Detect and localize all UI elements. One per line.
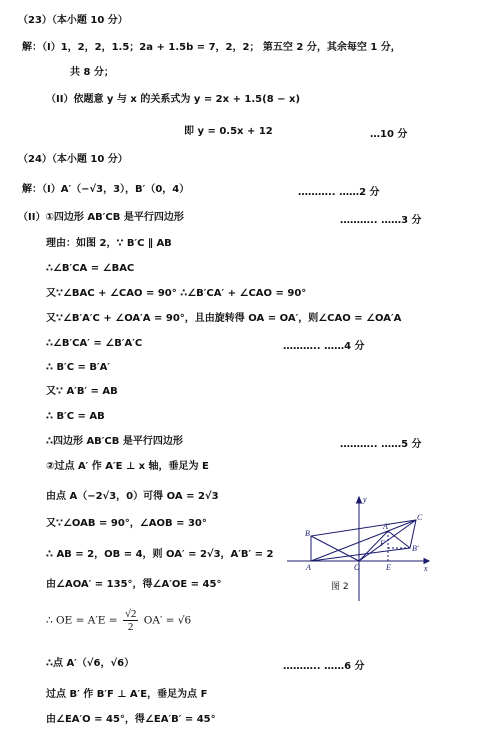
score-marker-s2: ……….. ……2 分 <box>298 187 380 198</box>
label-B: B <box>305 529 310 538</box>
figure-2-diagram <box>283 493 433 603</box>
solution-line-l10: ∴∠B′CA = ∠BAC <box>46 263 135 274</box>
solution-line-l1: （23）（本小题 10 分） <box>18 15 128 26</box>
solution-line-l25: 过点 B′ 作 B′F ⊥ A′E，垂足为点 F <box>46 689 208 700</box>
label-B-prime: B′ <box>412 544 419 553</box>
score-marker-s5: ……….. ……5 分 <box>340 439 422 450</box>
label-A-prime: A′ <box>383 522 390 531</box>
solution-line-l12: 又∵∠B′A′C + ∠OA′A = 90°，且由旋转得 OA = OA′，则∠CAO = ∠OA′A <box>46 313 402 324</box>
solution-line-l17: ∴四边形 AB′CB 是平行四边形 <box>46 436 183 447</box>
score-marker-s1: …10 分 <box>370 129 408 140</box>
score-marker-s4: ……….. ……4 分 <box>283 341 365 352</box>
label-O: O <box>354 563 360 572</box>
label-y: y <box>363 495 367 504</box>
solution-line-l24: ∴点 A′（√6，√6） <box>46 658 135 669</box>
solution-line-l16: ∴ B′C = AB <box>46 411 105 422</box>
label-E: E <box>386 563 391 572</box>
solution-line-l21: ∴ AB = 2，OB = 4，则 OA′ = 2√3，A′B′ = 2 <box>46 549 274 560</box>
segment-A-prime-B-prime <box>388 531 410 548</box>
label-x: x <box>424 564 428 573</box>
fraction-suffix: OA′ = √6 <box>143 614 192 627</box>
label-F: F <box>380 539 385 548</box>
solution-line-l5: 即 y = 0.5x + 12 <box>184 126 273 137</box>
score-marker-s3: ……….. ……3 分 <box>340 215 422 226</box>
solution-line-l20: 又∵∠OAB = 90°，∠AOB = 30° <box>46 518 207 529</box>
y-axis-arrow <box>357 497 362 503</box>
solution-line-l22: 由∠AOA′ = 135°，得∠A′OE = 45° <box>46 579 222 590</box>
solution-line-l13: ∴∠B′CA′ = ∠B′A′C <box>46 338 143 349</box>
solution-line-l14: ∴ B′C = B′A′ <box>46 362 111 373</box>
solution-line-l4: （II）依题意 y 与 x 的关系式为 y = 2x + 1.5(8 − x) <box>46 94 301 105</box>
fraction-numerator: √2 <box>124 608 137 620</box>
solution-line-l9: 理由：如图 2，∵ B′C ∥ AB <box>46 238 172 249</box>
solution-line-l7: 解：（I）A′（−√3，3），B′（0，4） <box>22 184 190 195</box>
fraction-denominator: 2 <box>127 621 134 633</box>
solution-line-l2: 解：（I）1，2，2，1.5；2a + 1.5b = 7，2，2； 第五空 2 分，其余每空 1 分， <box>22 42 401 53</box>
label-A: A <box>306 563 311 572</box>
x-axis-arrow <box>424 559 429 564</box>
solution-line-l6: （24）（本小题 10 分） <box>18 154 128 165</box>
score-marker-s6: ……….. ……6 分 <box>283 661 365 672</box>
solution-line-l3: 共 8 分； <box>70 67 114 78</box>
fraction <box>123 608 139 633</box>
fraction-line <box>46 608 191 633</box>
solution-line-l26: 由∠EA′O = 45°，得∠EA′B′ = 45° <box>46 714 216 725</box>
solution-line-l8: （II）①四边形 AB′CB 是平行四边形 <box>18 212 184 223</box>
fraction-prefix: ∴ OE = A′E = <box>46 614 118 627</box>
solution-line-l19: 由点 A（−2√3，0）可得 OA = 2√3 <box>46 491 219 502</box>
solution-line-l18: ②过点 A′ 作 A′E ⊥ x 轴，垂足为 E <box>46 461 209 472</box>
label-C: C <box>417 513 423 522</box>
figure-caption: 图 2 <box>331 582 349 592</box>
solution-line-l15: 又∵ A′B′ = AB <box>46 386 118 397</box>
segment-AO-B <box>311 536 359 561</box>
solution-line-l11: 又∵∠BAC + ∠CAO = 90° ∴∠B′CA′ + ∠CAO = 90° <box>46 288 307 299</box>
